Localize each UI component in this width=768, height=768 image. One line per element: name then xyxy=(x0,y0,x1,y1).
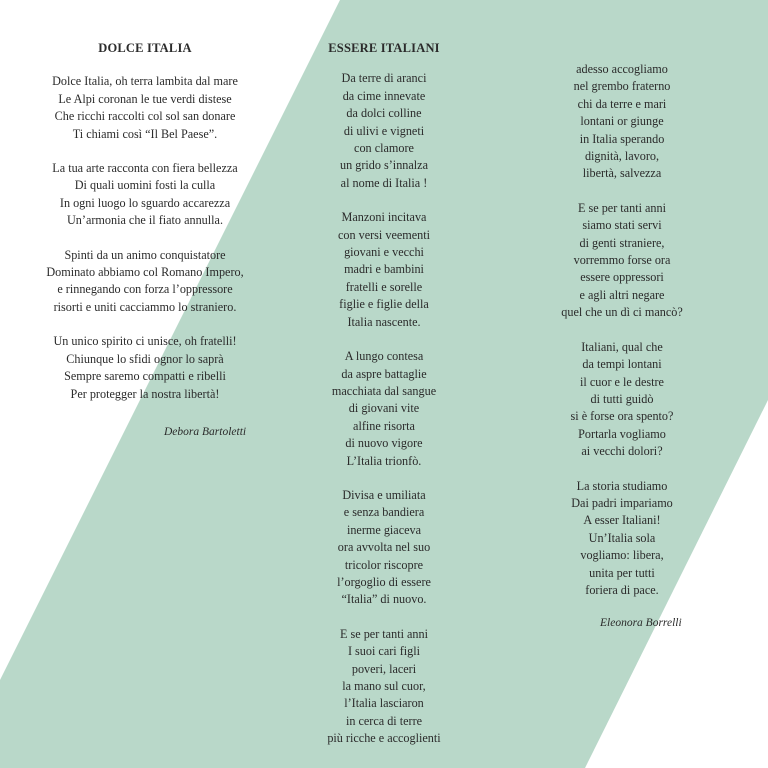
verse-line: giovani e vecchi xyxy=(344,245,424,260)
poem-author: Debora Bartoletti xyxy=(164,426,247,438)
verse-line: Di quali uomini fosti la culla xyxy=(74,178,216,193)
verse-line: alfine risorta xyxy=(353,418,415,433)
verse-line: poveri, laceri xyxy=(351,661,417,676)
poem-dolce-italia xyxy=(20,40,270,403)
verse-line: Portarla vogliamo xyxy=(578,426,666,441)
verse-line: madri e bambini xyxy=(344,262,424,277)
verse-line: libertà, salvezza xyxy=(582,166,662,181)
verse-line: da tempi lontani xyxy=(582,357,662,372)
verse-line: essere oppressori xyxy=(580,270,664,285)
verse-line: La storia studiamo xyxy=(576,478,668,493)
verse-line: E se per tanti anni xyxy=(340,626,428,641)
verse-line: l’orgoglio di essere xyxy=(337,574,431,589)
verse-line: dignità, lavoro, xyxy=(584,149,660,164)
verse-line: In ogni luogo lo sguardo accarezza xyxy=(59,195,231,210)
verse-line: Per protegger la nostra libertà! xyxy=(70,386,220,401)
verse-line: il cuor e le destre xyxy=(580,374,664,389)
stanza xyxy=(304,70,464,192)
verse-line: unita per tutti xyxy=(589,565,655,580)
poem-essere-italiani-col-a xyxy=(304,40,464,748)
verse-line: si è forse ora spento? xyxy=(570,409,674,424)
verse-line: e senza bandiera xyxy=(343,505,425,520)
verse-line: in Italia sperando xyxy=(579,131,665,146)
verse-line: Divisa e umiliata xyxy=(342,487,426,502)
verse-line: A esser Italiani! xyxy=(583,513,661,528)
verse-line: Manzoni incitava xyxy=(341,210,427,225)
verse-line: con clamore xyxy=(354,141,414,156)
stanza xyxy=(304,348,464,470)
poem-body xyxy=(304,70,464,747)
verse-line: chi da terre e mari xyxy=(577,96,667,111)
stanza xyxy=(304,209,464,331)
stanza xyxy=(304,487,464,609)
verse-line: macchiata dal sangue xyxy=(331,383,437,398)
verse-line: Italia nascente. xyxy=(347,314,421,329)
stanza xyxy=(537,478,707,600)
verse-line: di ulivi e vigneti xyxy=(343,123,425,138)
stanza xyxy=(537,339,707,461)
verse-line: in cerca di terre xyxy=(345,713,423,728)
stanza xyxy=(20,73,270,143)
verse-line: Sempre saremo compatti e ribelli xyxy=(64,369,226,384)
verse-line: Un’Italia sola xyxy=(588,530,656,545)
verse-line: Un unico spirito ci unisce, oh fratelli! xyxy=(53,334,237,349)
poem-body xyxy=(20,73,270,403)
stanza xyxy=(537,200,707,322)
verse-line: ai vecchi dolori? xyxy=(581,444,663,459)
poem-essere-italiani-col-b xyxy=(537,61,707,599)
verse-line: lontani or giunge xyxy=(580,114,664,129)
verse-line: di tutti guidò xyxy=(590,391,654,406)
verse-line: L’Italia trionfò. xyxy=(346,453,422,468)
verse-line: nel grembo fraterno xyxy=(573,79,671,94)
verse-line: risorti e uniti cacciammo lo straniero. xyxy=(53,299,237,314)
verse-line: al nome di Italia ! xyxy=(340,175,428,190)
verse-line: Un’armonia che il fiato annulla. xyxy=(66,213,223,228)
poem-body xyxy=(537,61,707,599)
verse-line: E se per tanti anni xyxy=(578,200,666,215)
verse-line: Dai padri impariamo xyxy=(571,495,673,510)
verse-line: di giovani vite xyxy=(348,401,420,416)
verse-line: Ti chiami così “Il Bel Paese”. xyxy=(72,126,218,141)
verse-line: da aspre battaglie xyxy=(341,366,427,381)
verse-line: con versi veementi xyxy=(337,227,431,242)
verse-line: Dominato abbiamo col Romano Impero, xyxy=(46,265,244,280)
verse-line: Dolce Italia, oh terra lambita dal mare xyxy=(52,74,238,89)
verse-line: Chiunque lo sfidi ognor lo saprà xyxy=(66,351,224,366)
stanza xyxy=(20,160,270,230)
verse-line: fratelli e sorelle xyxy=(345,279,423,294)
verse-line: da cime innevate xyxy=(342,88,426,103)
verse-line: vogliamo: libera, xyxy=(580,548,664,563)
verse-line: Le Alpi coronan le tue verdi distese xyxy=(58,91,232,106)
stanza xyxy=(20,333,270,403)
verse-line: di genti straniere, xyxy=(579,235,665,250)
verse-line: A lungo contesa xyxy=(344,349,424,364)
verse-line: e rinnegando con forza l’oppressore xyxy=(57,282,233,297)
stanza xyxy=(304,626,464,748)
verse-line: I suoi cari figli xyxy=(347,644,421,659)
verse-line: quel che un dì ci mancò? xyxy=(561,305,683,320)
verse-line: figlie e figlie della xyxy=(339,297,429,312)
verse-line: da dolci colline xyxy=(346,106,422,121)
verse-line: vorremmo forse ora xyxy=(573,253,671,268)
verse-line: Da terre di aranci xyxy=(341,71,427,86)
verse-line: e agli altri negare xyxy=(579,287,665,302)
stanza xyxy=(20,247,270,317)
verse-line: foriera di pace. xyxy=(585,582,659,597)
verse-line: di nuovo vigore xyxy=(345,436,423,451)
verse-line: Italiani, qual che xyxy=(581,339,663,354)
verse-line: più ricche e accoglienti xyxy=(327,731,441,746)
verse-line: l’Italia lasciaron xyxy=(344,696,424,711)
verse-line: Che ricchi raccolti col sol san donare xyxy=(54,109,236,124)
poem-title: DOLCE ITALIA xyxy=(98,41,192,55)
verse-line: Spinti da un animo conquistatore xyxy=(64,247,226,262)
poem-title: ESSERE ITALIANI xyxy=(328,41,440,55)
poem-author: Eleonora Borrelli xyxy=(600,617,682,629)
verse-line: un grido s’innalza xyxy=(340,158,428,173)
stanza xyxy=(537,61,707,183)
verse-line: inerme giaceva xyxy=(346,522,422,537)
verse-line: La tua arte racconta con fiera bellezza xyxy=(52,161,238,176)
verse-line: adesso accogliamo xyxy=(576,62,668,76)
verse-line: la mano sul cuor, xyxy=(342,679,426,693)
verse-line: siamo stati servi xyxy=(582,218,662,233)
verse-line: tricolor riscopre xyxy=(344,557,424,572)
verse-line: ora avvolta nel suo xyxy=(337,540,431,555)
verse-line: “Italia” di nuovo. xyxy=(341,592,427,607)
